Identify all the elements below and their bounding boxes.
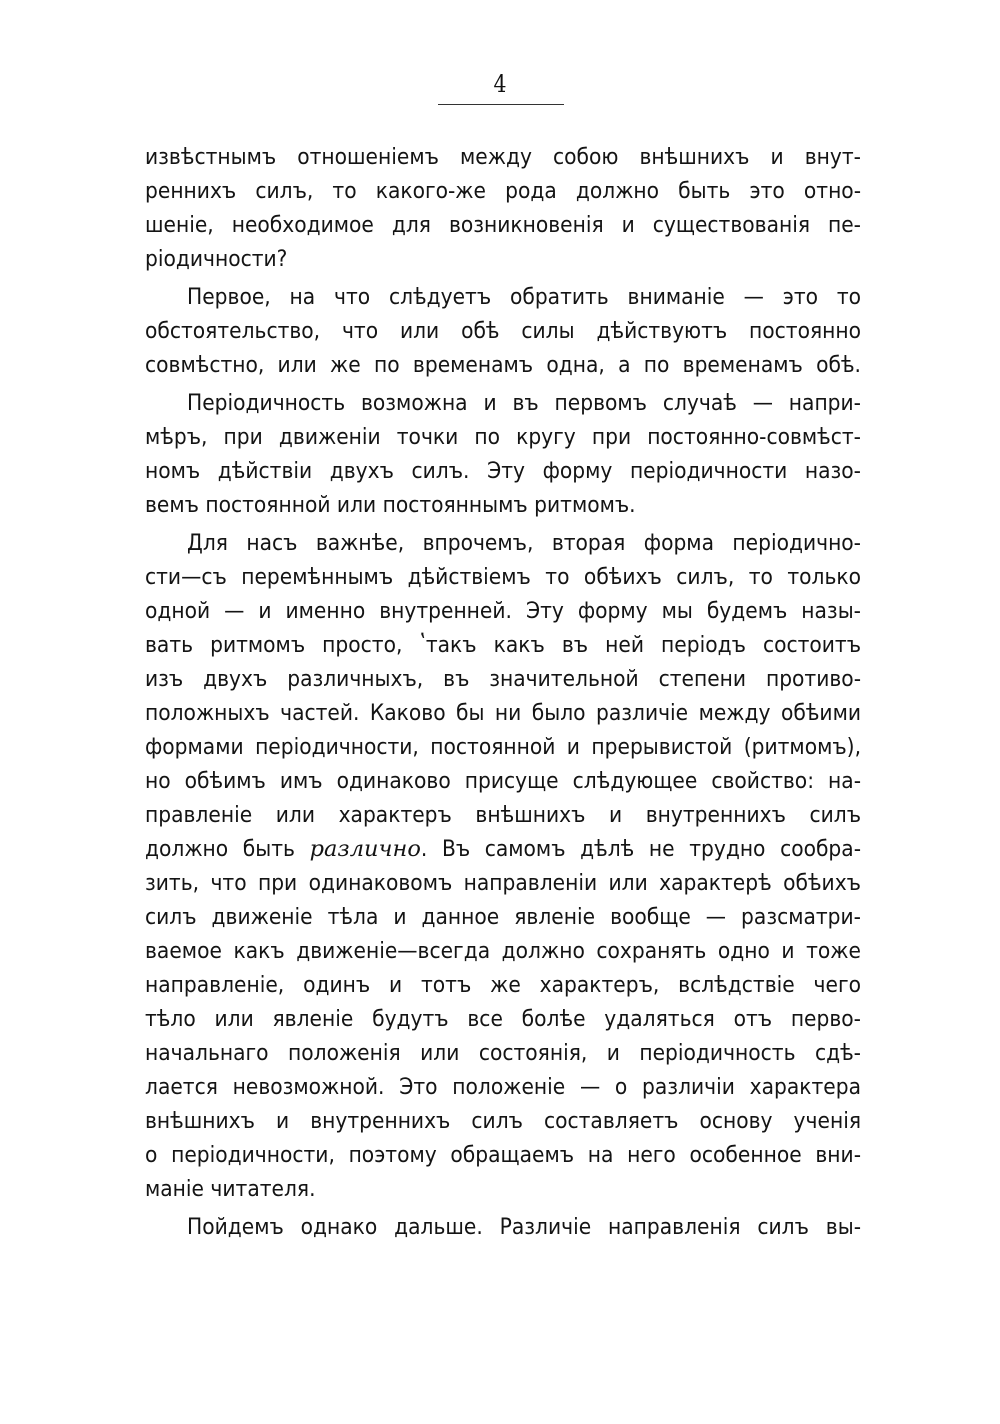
text-line: лается невозможной. Это положеніе — о различіи характера — [145, 1074, 861, 1100]
text-line: Періодичность возможна и въ первомъ случаѣ — напри- — [187, 390, 861, 416]
paragraph-4 — [145, 526, 861, 1206]
text-line: Для насъ важнѣе, впрочемъ, вторая форма періодично- — [187, 530, 861, 556]
emphasis-word: различно — [309, 836, 421, 862]
text-line: Первое, на что слѣдуетъ обратить вниманіе — это то — [187, 284, 861, 310]
text-line: совмѣстно, или же по временамъ одна, а по временамъ обѣ. — [145, 352, 861, 378]
text-line: шеніе, необходимое для возникновенія и существованія пе- — [145, 212, 861, 238]
text-line: вать ритмомъ просто, ʽтакъ какъ въ ней періодъ состоитъ — [145, 632, 861, 658]
text-line: начальнаго положенія или состоянія, и періодичность сдѣ- — [145, 1040, 861, 1066]
text-line: но обѣимъ имъ одинаково присуще слѣдующее свойство: на- — [145, 768, 861, 794]
header-rule — [438, 104, 564, 105]
text-line: номъ дѣйствіи двухъ силъ. Эту форму періодичности назо- — [145, 458, 861, 484]
text-line: мѣръ, при движеніи точки по кругу при постоянно-совмѣст- — [145, 424, 861, 450]
text-line: извѣстнымъ отношеніемъ между собою внѣшнихъ и внут- — [145, 144, 861, 170]
text-line: о періодичности, поэтому обращаемъ на него особенное вни- — [145, 1142, 861, 1168]
text-line: одной — и именно внутренней. Эту форму мы будемъ назы- — [145, 598, 861, 624]
text-line: ріодичности? — [145, 246, 288, 272]
text-segment: . Въ самомъ дѣлѣ не трудно сообра- — [420, 836, 861, 862]
text-line: внѣшнихъ и внутреннихъ силъ составляетъ основу ученія — [145, 1108, 861, 1134]
text-segment: должно быть — [145, 836, 310, 862]
text-line: маніе читателя. — [145, 1176, 316, 1202]
paragraph-1 — [145, 140, 861, 276]
paragraph-5 — [145, 1210, 861, 1244]
paragraph-3 — [145, 386, 861, 522]
text-line: Пойдемъ однако дальше. Различіе направленія силъ вы- — [187, 1214, 861, 1240]
text-line: сти—съ перемѣннымъ дѣйствіемъ то обѣихъ силъ, то только — [145, 564, 861, 590]
text-line-with-emphasis — [145, 832, 861, 866]
text-line: обстоятельство, что или обѣ силы дѣйствуютъ постоянно — [145, 318, 861, 344]
text-line: изъ двухъ различныхъ, въ значительной степени противо- — [145, 666, 861, 692]
text-line: направленіе, одинъ и тотъ же характеръ, вслѣдствіе чего — [145, 972, 861, 998]
text-line: положныхъ частей. Каково бы ни было различіе между обѣими — [145, 700, 861, 726]
text-line: правленіе или характеръ внѣшнихъ и внутреннихъ силъ — [145, 802, 861, 828]
page-body — [145, 140, 861, 1244]
text-line: зить, что при одинаковомъ направленіи или характерѣ обѣихъ — [145, 870, 861, 896]
text-line: реннихъ силъ, то какого-же рода должно быть это отно- — [145, 178, 861, 204]
page-number: 4 — [493, 70, 507, 98]
text-line: силъ движеніе тѣла и данное явленіе вообще — разсматри- — [145, 904, 861, 930]
text-line: формами періодичности, постоянной и прерывистой (ритмомъ), — [145, 734, 861, 760]
text-line: вемъ постоянной или постояннымъ ритмомъ. — [145, 492, 636, 518]
text-line: ваемое какъ движеніе—всегда должно сохранять одно и тоже — [145, 938, 861, 964]
text-line: тѣло или явленіе будутъ все болѣе удаляться отъ перво- — [145, 1006, 861, 1032]
paragraph-2 — [145, 280, 861, 382]
